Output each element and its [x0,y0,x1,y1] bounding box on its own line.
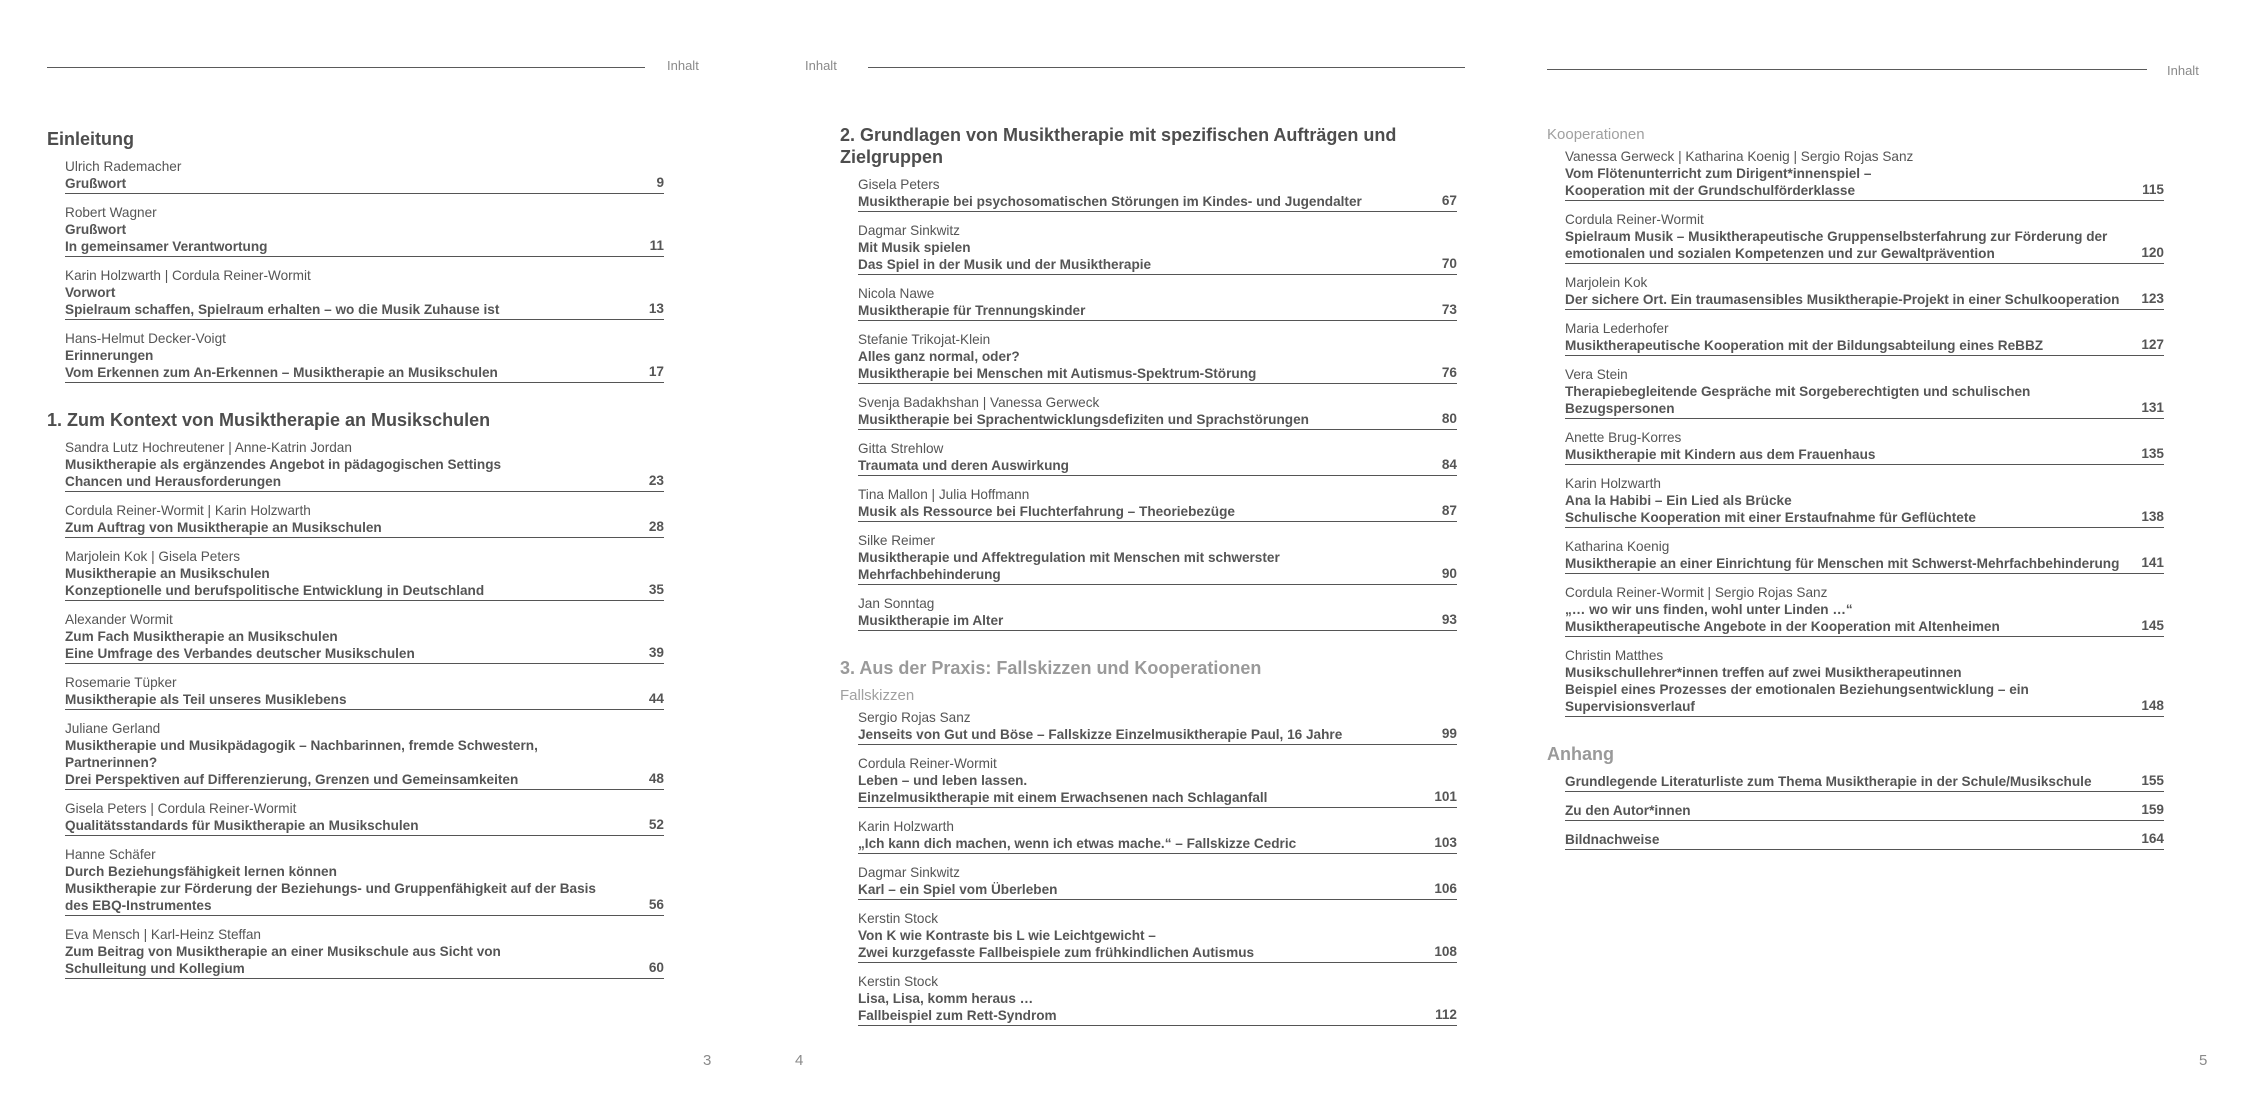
header-rule [1547,69,2147,70]
entry-page-number: 11 [649,238,664,253]
page-number: 3 [703,1052,712,1069]
entry-title: Chancen und Herausforderungen [65,474,282,489]
entry-title: Musiktherapie bei Menschen mit Autismus-Spektrum-Störung [858,366,1257,381]
entry-author: Kerstin Stock [858,974,939,989]
section-heading: 2. Grundlagen von Musiktherapie mit spezifischen Aufträgen und Zielgruppen [840,125,1397,167]
entry-title: Von K wie Kontraste bis L wie Leichtgewicht – [858,928,1156,943]
entry-title: Musiktherapie an Musikschulen [65,566,270,581]
entry-author: Cordula Reiner-Wormit | Sergio Rojas Sanz [1565,585,1828,600]
entry-author: Karin Holzwarth [858,819,954,834]
entry-title: „… wo wir uns finden, wohl unter Linden …“ [1565,602,1853,617]
entry-title: Musiktherapie für Trennungskinder [858,303,1086,318]
entry-page-number: 135 [2141,446,2164,461]
running-header [1515,55,2247,78]
toc-entry[interactable] [65,611,664,664]
entry-title: Schulische Kooperation mit einer Erstaufnahme für Geflüchtete [1565,510,1976,525]
entry-author: Marjolein Kok | Gisela Peters [65,549,241,564]
entry-title: Drei Perspektiven auf Differenzierung, Grenzen und Gemeinsamkeiten [65,772,519,787]
section-heading: Anhang [1547,744,1614,764]
entry-author: Cordula Reiner-Wormit | Karin Holzwarth [65,503,311,518]
running-header [775,55,1515,75]
entry-title: Musiktherapie im Alter [858,613,1004,628]
entry-page-number: 13 [648,301,664,316]
entry-page-number: 131 [2141,400,2164,415]
entry-page-number: 9 [656,175,664,190]
entry-title: Der sichere Ort. Ein traumasensibles Musiktherapie-Projekt in einer Schulkooperation [1565,292,2120,307]
toc-entry[interactable] [1565,647,2164,717]
header-label: Inhalt [667,58,699,73]
toc-entry[interactable] [65,330,664,383]
entry-author: Katharina Koenig [1565,539,1670,554]
entry-page-number: 141 [2141,555,2164,570]
entry-page-number: 76 [1441,365,1457,380]
entry-title: Kooperation mit der Grundschulförderklasse [1565,183,1856,198]
section-heading: Einleitung [47,129,134,149]
entry-title: emotionalen und sozialen Kompetenzen und zur Gewaltprävention [1565,246,1995,261]
entry-title: Musiktherapie mit Kindern aus dem Frauenhaus [1565,447,1876,462]
entry-title: In gemeinsamer Verantwortung [65,239,268,254]
toc-entry[interactable] [1565,831,2164,850]
header-label: Inhalt [805,58,837,73]
entry-author: Svenja Badakhshan | Vanessa Gerweck [858,395,1100,410]
entry-page-number: 99 [1441,726,1457,741]
entry-page-number: 70 [1441,256,1457,271]
entry-page-number: 28 [648,519,664,534]
toc-entry[interactable] [65,204,664,257]
entry-page-number: 123 [2141,291,2164,306]
entry-page-number: 103 [1434,835,1457,850]
entry-page-number: 44 [648,691,664,706]
entry-author: Nicola Nawe [858,286,935,301]
toc-entry[interactable] [858,910,1457,963]
entry-author: Dagmar Sinkwitz [858,223,960,238]
entry-author: Kerstin Stock [858,911,939,926]
entry-title: Beispiel eines Prozesses der emotionalen Beziehungsentwicklung – ein Supervisionsverlauf [1565,682,2029,714]
entry-author: Christin Matthes [1565,648,1664,663]
entry-title: Erinnerungen [65,348,154,363]
entry-author: Hanne Schäfer [65,847,156,862]
entry-page-number: 145 [2141,618,2164,633]
entry-page-number: 106 [1434,881,1457,896]
toc-entry[interactable] [65,158,664,194]
entry-page-number: 93 [1441,612,1457,627]
entry-author: Silke Reimer [858,533,936,548]
entry-title: Musikschullehrer*innen treffen auf zwei Musiktherapeutinnen [1565,665,1962,680]
entry-title: Grußwort [65,222,127,237]
entry-title: Grußwort [65,176,127,191]
toc-entry[interactable] [65,267,664,320]
toc-entry[interactable] [1565,802,2164,821]
toc-column [1547,126,2164,860]
toc-entry[interactable] [858,285,1457,321]
entry-title: Musiktherapie als ergänzendes Angebot in pädagogischen Settings [65,457,502,472]
toc-entry[interactable] [1565,538,2164,574]
section-heading: 1. Zum Kontext von Musiktherapie an Musikschulen [47,410,491,430]
entry-title: Musiktherapeutische Kooperation mit der Bildungsabteilung eines ReBBZ [1565,338,2044,353]
toc-entry[interactable] [1565,584,2164,637]
entry-author: Tina Mallon | Julia Hoffmann [858,487,1030,502]
entry-title: Therapiebegleitende Gespräche mit Sorgeberechtigten und schulischen Bezugspersonen [1565,384,2031,416]
entry-title: Musiktherapie bei Sprachentwicklungsdefiziten und Sprachstörungen [858,412,1309,427]
toc-entry[interactable] [858,532,1457,585]
entry-author: Hans-Helmut Decker-Voigt [65,331,226,346]
entry-author: Cordula Reiner-Wormit [858,756,997,771]
toc-entry[interactable] [1565,211,2164,264]
entry-page-number: 84 [1441,457,1457,472]
toc-entry[interactable] [65,720,664,790]
entry-page-number: 23 [648,473,664,488]
entry-title: des EBQ-Instrumentes [65,898,212,913]
toc-entry[interactable] [65,926,664,979]
running-header [0,55,775,75]
entry-page-number: 56 [648,897,664,912]
entry-title: Bildnachweise [1565,832,1660,847]
entry-title: Das Spiel in der Musik und der Musiktherapie [858,257,1152,272]
entry-title: Durch Beziehungsfähigkeit lernen können [65,864,337,879]
entry-page-number: 138 [2141,509,2164,524]
entry-title: Qualitätsstandards für Musiktherapie an Musikschulen [65,818,419,833]
entry-author: Maria Lederhofer [1565,321,1669,336]
entry-author: Stefanie Trikojat-Klein [858,332,991,347]
entry-title: Fallbeispiel zum Rett-Syndrom [858,1008,1057,1023]
entry-page-number: 120 [2141,245,2164,260]
entry-page-number: 48 [648,771,664,786]
entry-author: Eva Mensch | Karl-Heinz Steffan [65,927,261,942]
entry-page-number: 148 [2141,698,2164,713]
entry-title: Schulleitung und Kollegium [65,961,245,976]
entry-title: Musiktherapie als Teil unseres Musiklebens [65,692,347,707]
entry-title: Ana la Habibi – Ein Lied als Brücke [1565,493,1792,508]
toc-column [47,128,664,989]
toc-entry[interactable] [1565,148,2164,201]
entry-author: Alexander Wormit [65,612,173,627]
entry-page-number: 17 [648,364,664,379]
entry-page-number: 35 [648,582,664,597]
entry-author: Cordula Reiner-Wormit [1565,212,1704,227]
entry-author: Karin Holzwarth [1565,476,1661,491]
entry-page-number: 73 [1441,302,1457,317]
entry-page-number: 60 [648,960,664,975]
toc-entry[interactable] [858,973,1457,1026]
entry-author: Robert Wagner [65,205,157,220]
entry-title: Zwei kurzgefasste Fallbeispiele zum frühkindlichen Autismus [858,945,1255,960]
entry-title: Vom Erkennen zum An-Erkennen – Musiktherapie an Musikschulen [65,365,498,380]
entry-title: Musiktherapie und Affektregulation mit Menschen mit schwerster Mehrfachbehinderung [858,550,1280,582]
header-label: Inhalt [2167,63,2199,78]
entry-author: Karin Holzwarth | Cordula Reiner-Wormit [65,268,311,283]
entry-page-number: 164 [2141,831,2164,846]
entry-page-number: 127 [2141,337,2164,352]
entry-author: Rosemarie Tüpker [65,675,177,690]
entry-page-number: 115 [2142,182,2164,197]
entry-author: Gisela Peters | Cordula Reiner-Wormit [65,801,297,816]
entry-page-number: 108 [1434,944,1457,959]
toc-entry[interactable] [1565,320,2164,356]
entry-title: Konzeptionelle und berufspolitische Entwicklung in Deutschland [65,583,485,598]
page-number: 4 [795,1052,804,1069]
entry-title: Leben – und leben lassen. [858,773,1028,788]
entry-title: Spielraum schaffen, Spielraum erhalten – wo die Musik Zuhause ist [65,302,500,317]
entry-page-number: 101 [1434,789,1457,804]
entry-author: Ulrich Rademacher [65,159,182,174]
toc-entry[interactable] [65,548,664,601]
entry-title: Musiktherapie bei psychosomatischen Störungen im Kindes- und Jugendalter [858,194,1362,209]
entry-title: Vom Flötenunterricht zum Dirigent*innenspiel – [1565,166,1872,181]
entry-page-number: 67 [1441,193,1457,208]
toc-entry[interactable] [1565,429,2164,465]
toc-entry[interactable] [1565,773,2164,792]
entry-page-number: 155 [2141,773,2164,788]
toc-entry[interactable] [65,439,664,492]
entry-title: Traumata und deren Auswirkung [858,458,1069,473]
entry-title: Jenseits von Gut und Böse – Fallskizze Einzelmusiktherapie Paul, 16 Jahre [858,727,1343,742]
toc-entry[interactable] [858,709,1457,745]
entry-title: Karl – ein Spiel vom Überleben [858,882,1058,897]
entry-page-number: 80 [1441,411,1457,426]
entry-title: Zu den Autor*innen [1565,803,1691,818]
toc-entry[interactable] [1565,366,2164,419]
entry-author: Vera Stein [1565,367,1628,382]
entry-title: Eine Umfrage des Verbandes deutscher Musikschulen [65,646,415,661]
header-rule [868,67,1465,68]
toc-entry[interactable] [65,674,664,710]
section-heading: 3. Aus der Praxis: Fallskizzen und Kooperationen [840,658,1262,678]
entry-title: Vorwort [65,285,116,300]
toc-entry[interactable] [1565,475,2164,528]
entry-title: Alles ganz normal, oder? [858,349,1020,364]
subsection-heading: Fallskizzen [840,687,915,704]
entry-author: Sandra Lutz Hochreutener | Anne-Katrin Jordan [65,440,352,455]
toc-entry[interactable] [858,486,1457,522]
entry-title: Einzelmusiktherapie mit einem Erwachsenen nach Schlaganfall [858,790,1268,805]
page-left [0,0,775,1100]
toc-entry[interactable] [65,846,664,916]
entry-title: Mit Musik spielen [858,240,971,255]
entry-author: Gisela Peters [858,177,940,192]
entry-title: Musiktherapie an einer Einrichtung für Menschen mit Schwerst-Mehrfachbehinderung [1565,556,2120,571]
entry-author: Vanessa Gerweck | Katharina Koenig | Sergio Rojas Sanz [1565,149,1914,164]
page-number: 5 [2199,1052,2208,1069]
toc-entry[interactable] [858,595,1457,631]
toc-entry[interactable] [858,176,1457,212]
header-rule [47,67,645,68]
entry-page-number: 112 [1435,1007,1457,1022]
entry-title: Musik als Ressource bei Fluchterfahrung – Theoriebezüge [858,504,1235,519]
entry-title: Zum Auftrag von Musiktherapie an Musikschulen [65,520,382,535]
entry-title: Musiktherapeutische Angebote in der Kooperation mit Altenheimen [1565,619,2000,634]
toc-entry[interactable] [858,755,1457,808]
toc-entry[interactable] [858,222,1457,275]
toc-entry[interactable] [65,502,664,538]
toc-entry[interactable] [1565,274,2164,310]
entry-page-number: 39 [648,645,664,660]
entry-page-number: 90 [1441,566,1457,581]
entry-author: Jan Sonntag [858,596,935,611]
entry-title: „Ich kann dich machen, wenn ich etwas mache.“ – Fallskizze Cedric [858,836,1297,851]
entry-title: Lisa, Lisa, komm heraus … [858,991,1034,1006]
entry-title: Zum Fach Musiktherapie an Musikschulen [65,629,338,644]
entry-title: Grundlegende Literaturliste zum Thema Musiktherapie in der Schule/Musikschule [1565,774,2092,789]
entry-author: Juliane Gerland [65,721,161,736]
subsection-heading: Kooperationen [1547,126,1645,143]
entry-title: Spielraum Musik – Musiktherapeutische Gruppenselbsterfahrung zur Förderung der [1565,229,2108,244]
entry-author: Sergio Rojas Sanz [858,710,971,725]
entry-title: Musiktherapie und Musikpädagogik – Nachbarinnen, fremde Schwestern, Partnerinnen? [65,738,538,770]
toc-entry[interactable] [858,818,1457,854]
toc-column [840,124,1457,1036]
toc-entry[interactable] [858,440,1457,476]
entry-author: Anette Brug-Korres [1565,430,1682,445]
toc-entry[interactable] [858,394,1457,430]
entry-title: Musiktherapie zur Förderung der Beziehungs- und Gruppenfähigkeit auf der Basis [65,881,596,896]
entry-page-number: 87 [1441,503,1457,518]
entry-author: Gitta Strehlow [858,441,944,456]
entry-title: Zum Beitrag von Musiktherapie an einer Musikschule aus Sicht von [65,944,501,959]
toc-entry[interactable] [858,331,1457,384]
toc-entry[interactable] [858,864,1457,900]
toc-entry[interactable] [65,800,664,836]
entry-author: Marjolein Kok [1565,275,1648,290]
entry-page-number: 159 [2141,802,2164,817]
entry-page-number: 52 [648,817,664,832]
entry-author: Dagmar Sinkwitz [858,865,960,880]
